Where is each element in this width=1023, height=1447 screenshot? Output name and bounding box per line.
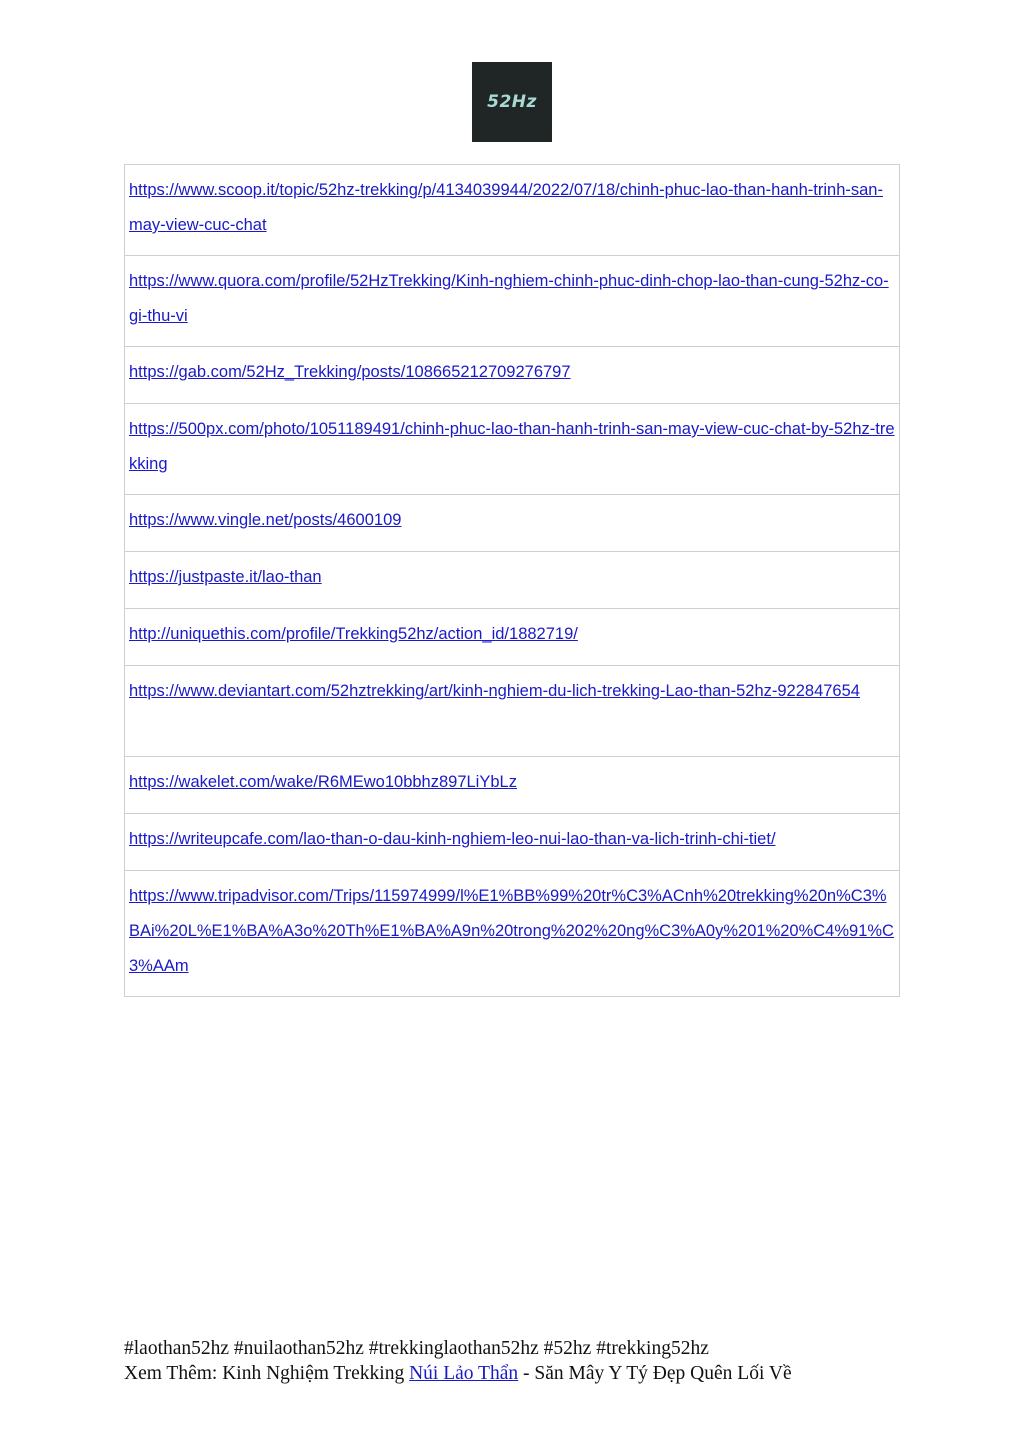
page-footer (124, 1336, 792, 1386)
hashtags-line: #laothan52hz #nuilaothan52hz #trekkinglaothan52hz #52hz #trekking52hz (124, 1338, 709, 1359)
link-justpaste[interactable]: https://justpaste.it/lao-than (129, 568, 322, 586)
link-cell (125, 666, 900, 757)
link-vingle[interactable]: https://www.vingle.net/posts/4600109 (129, 511, 402, 529)
see-more-link[interactable]: Núi Lảo Thẩn (409, 1363, 519, 1384)
link-cell (125, 609, 900, 666)
see-more-prefix: Xem Thêm: Kinh Nghiệm Trekking (124, 1363, 410, 1384)
table-row (125, 256, 900, 347)
link-scoop[interactable]: https://www.scoop.it/topic/52hz-trekking/p/4134039944/2022/07/18/chinh-phuc-lao-than-hanh-trinh-san-may-view-cuc-chat (129, 181, 883, 234)
brand-logo-text: 52Hz (487, 92, 537, 112)
table-row (125, 871, 900, 997)
links-table (124, 164, 900, 997)
link-cell (125, 347, 900, 404)
see-more-line (124, 1361, 792, 1386)
link-cell (125, 495, 900, 552)
link-uniquethis[interactable]: http://uniquethis.com/profile/Trekking52hz/action_id/1882719/ (129, 625, 578, 643)
link-cell (125, 552, 900, 609)
table-row (125, 347, 900, 404)
link-wakelet[interactable]: https://wakelet.com/wake/R6MEwo10bbhz897LiYbLz (129, 773, 517, 791)
table-row (125, 757, 900, 814)
table-row (125, 609, 900, 666)
table-row (125, 495, 900, 552)
table-row (125, 404, 900, 495)
table-row (125, 814, 900, 871)
link-cell (125, 814, 900, 871)
link-cell (125, 256, 900, 347)
link-writeupcafe[interactable]: https://writeupcafe.com/lao-than-o-dau-kinh-nghiem-leo-nui-lao-than-va-lich-trinh-chi-tiet/ (129, 830, 776, 848)
table-row (125, 666, 900, 757)
link-cell (125, 871, 900, 997)
link-cell (125, 404, 900, 495)
table-row (125, 165, 900, 256)
link-cell (125, 757, 900, 814)
link-cell (125, 165, 900, 256)
brand-logo (472, 62, 552, 142)
table-row (125, 552, 900, 609)
link-quora[interactable]: https://www.quora.com/profile/52HzTrekking/Kinh-nghiem-chinh-phuc-dinh-chop-lao-than-cung-52hz-co-gi-thu-vi (129, 272, 889, 325)
see-more-suffix: - Săn Mây Y Tý Đẹp Quên Lối Về (518, 1363, 792, 1384)
link-gab[interactable]: https://gab.com/52Hz_Trekking/posts/108665212709276797 (129, 363, 571, 381)
link-tripadvisor[interactable]: https://www.tripadvisor.com/Trips/115974999/l%E1%BB%99%20tr%C3%ACnh%20trekking%20n%C3%BAi%20L%E1%BA%A3o%20Th%E1%BA%A9n%20trong%202%20ng%C3%A0y%201%20%C4%91%C3%AAm (129, 887, 894, 975)
link-deviantart[interactable]: https://www.deviantart.com/52hztrekking/art/kinh-nghiem-du-lich-trekking-Lao-than-52hz-922847654 (129, 682, 860, 700)
link-500px[interactable]: https://500px.com/photo/1051189491/chinh-phuc-lao-than-hanh-trinh-san-may-view-cuc-chat-by-52hz-trekking (129, 420, 895, 473)
